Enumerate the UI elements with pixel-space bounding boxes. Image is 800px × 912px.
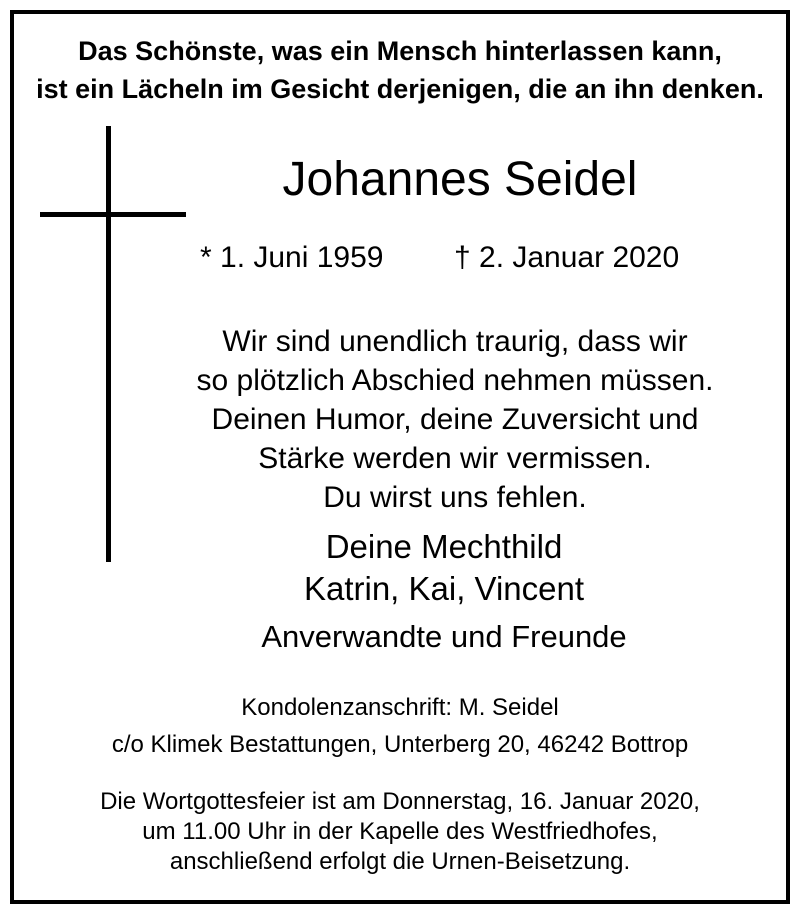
mourner-line-2: Katrin, Kai, Vincent xyxy=(303,570,585,607)
deceased-name: Johannes Seidel xyxy=(282,153,638,206)
mourner-line-1: Deine Mechthild xyxy=(325,528,563,565)
message-line-2: so plötzlich Abschied nehmen müssen. xyxy=(196,364,714,397)
message-line-4: Stärke werden wir vermissen. xyxy=(258,442,652,475)
mourner-line-3: Anverwandte und Freunde xyxy=(261,619,627,654)
birth-date: * 1. Juni 1959 xyxy=(200,241,384,274)
message-line-3: Deinen Humor, deine Zuversicht und xyxy=(211,403,699,436)
message-line-1: Wir sind unendlich traurig, dass wir xyxy=(222,325,688,358)
cross-icon-horizontal xyxy=(40,212,186,217)
condolence-line-1: Kondolenzanschrift: M. Seidel xyxy=(241,694,559,721)
message-line-5: Du wirst uns fehlen. xyxy=(323,481,587,514)
death-date: † 2. Januar 2020 xyxy=(454,241,680,274)
service-line-2: um 11.00 Uhr in der Kapelle des Westfriedhofes, xyxy=(142,818,658,845)
motto-line-2: ist ein Lächeln im Gesicht derjenigen, die an ihn denken. xyxy=(36,74,764,104)
service-line-3: anschließend erfolgt die Urnen-Beisetzung. xyxy=(169,848,631,875)
motto-line-1: Das Schönste, was ein Mensch hinterlassen kann, xyxy=(78,36,722,66)
condolence-line-2: c/o Klimek Bestattungen, Unterberg 20, 46242 Bottrop xyxy=(111,731,689,758)
service-line-1: Die Wortgottesfeier ist am Donnerstag, 16. Januar 2020, xyxy=(100,788,700,815)
